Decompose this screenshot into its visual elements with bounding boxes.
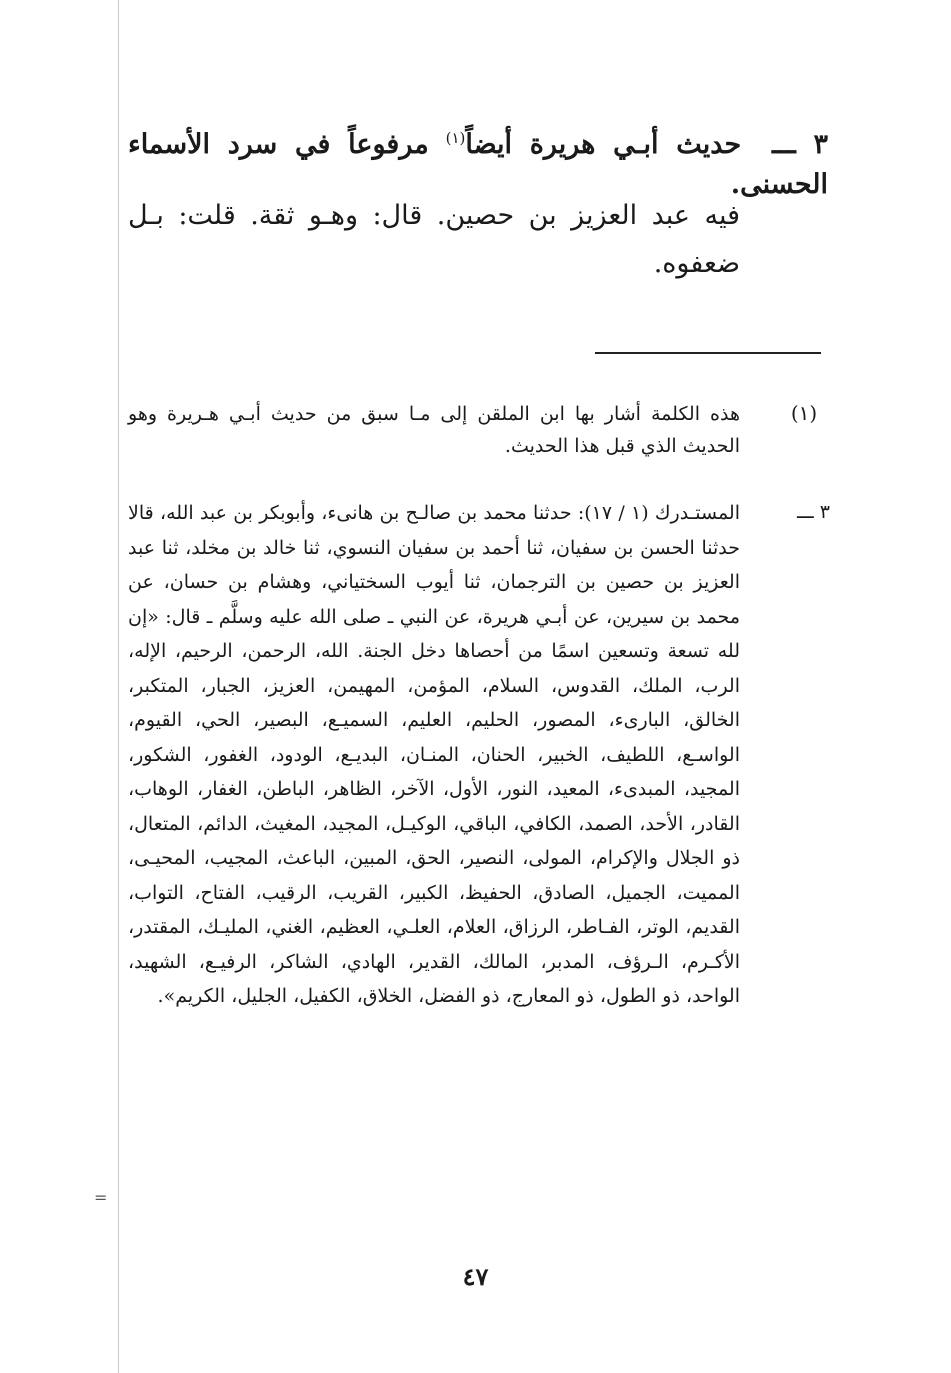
source-number: ٣ ـــ <box>797 501 830 523</box>
footnote-number: (١) <box>790 401 818 425</box>
entry-number: ٣ ـــ <box>772 129 828 160</box>
entry-title-rest: مرفوعاً في سرد الأسماء الحسنى. <box>128 129 828 200</box>
margin-mark: = <box>94 1188 108 1207</box>
entry-comment: فيه عبد العزيز بن حصين. قال: وهـو ثقة. قلت: بـل ضعفوه. <box>128 200 740 279</box>
footnote-reference: (١) <box>445 129 466 147</box>
entry-title: حديث أبـي هريرة أيضاً <box>465 129 742 160</box>
footnote-separator <box>595 352 821 354</box>
footnote-text: هذه الكلمة أشار بها ابن الملقن إلى مـا سبق من حديث أبـي هـريرة وهو الحديث الذي قبل هذا الحديث. <box>128 403 740 457</box>
source-text: المستـدرك (١ / ١٧): حدثنا محمد بن صالـح بن هانىء، وأبوبكر بن عبد الله، قالا حدثنا الحسن بن سفيان، ثنا أحمد بن سفيان النسوي، ثنا خالد بن مخلد، ثنا عبد العزيز بن حصين بن الترجمان، ثنا أيوب السختياني، وهشام بن حسان، عن محمد بن سيرين، عن أبـي هريرة، عن النبي ـ صلى الله عليه وسلَّم ـ قال: «إن لله تسعة وتسعين اسمًا من أحصاها دخل الجنة. الله، الرحمن، الرحيم، الإله، الرب، الملك، القدوس، السلام، المؤمن، المهيمن، العزيز، الجبار، المتكبر، الخالق، البارىء، المصور، الحليم، العليم، السميـع، البصير، الحي، القيوم، الواسـع، اللطيف، الخبير، الحنان، المنـان، البديـع، الودود، الغفور، الشكور، المجيد، المبدىء، المعيد، النور، الأول، الآخر، الظاهر، الباطن، الغفار، الوهاب، القادر، الأحد، الصمد، الكافي، الباقي، الوكيـل، المجيد، المغيث، الدائم، المتعال، ذو الجلال والإكرام، المولى، النصير، الحق، المبين، الباعث، المجيب، المحيـى، المميت، الجميل، الصادق، الحفيظ، الكبير، القريب، الرقيب، الفتاح، التواب، القديم، الوتر، الفـاطر، الرزاق، العلام، العلـي، العظيم، الغني، المليـك، المقتدر، الأكـرم، الـرؤف، المدبر، المالك، القدير، الهادي، الشاكر، الرفيـع، الشهيد، الواحد، ذو الطول، ذو المعارج، ذو الفضل، الخلاق، الكفيل، الجليل، الكريم». <box>128 502 741 1007</box>
margin-line <box>118 0 119 1373</box>
page-number: ٤٧ <box>462 1262 489 1291</box>
